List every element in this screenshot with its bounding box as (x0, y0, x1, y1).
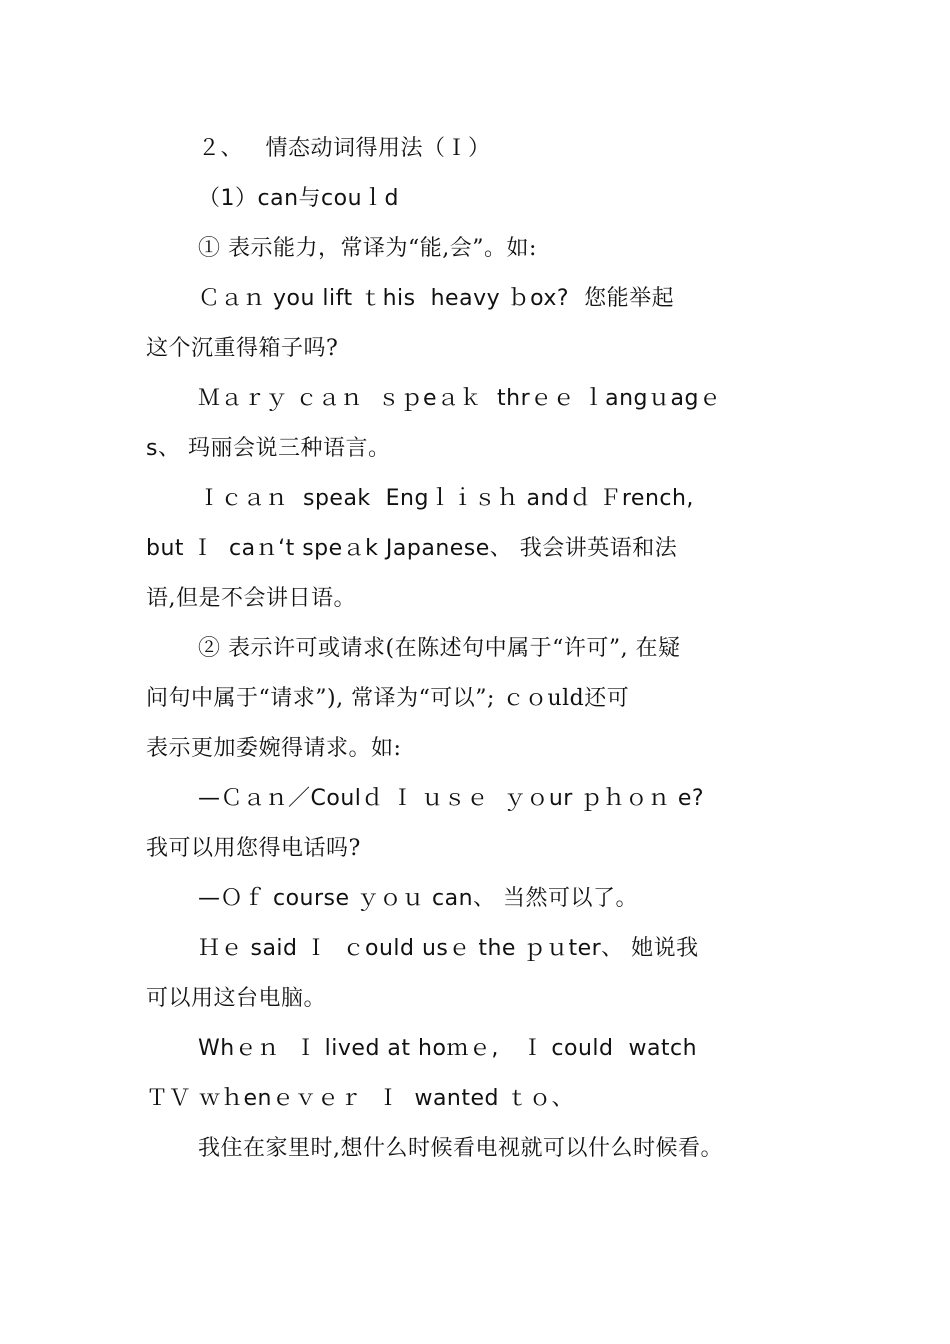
example-7-translation: 我住在家里时,想什么时候看电视就可以什么时候看。 (198, 1136, 723, 1161)
example-3-line-3: 语,但是不会讲日语。 (146, 586, 356, 611)
example-7-line-1: Whｅｎ Ｉ lived at hoｍｅ, Ｉ could watch (198, 1036, 698, 1061)
example-5-line-1: —Ｏｆ course ｙｏｕ can、 当然可以了。 (198, 886, 639, 911)
point-2-heading-line-1: ② 表示许可或请求(在陈述句中属于“许可”, 在疑 (198, 636, 681, 661)
example-2-line-2: s、 玛丽会说三种语言。 (146, 436, 391, 461)
example-4-line-1: —Ｃａｎ／Coulｄ Ｉ ｕｓｅ ｙｏur ｐｈｏｎ e? (198, 786, 705, 811)
point-2-heading-line-3: 表示更加委婉得请求。如: (146, 736, 402, 761)
point-1-heading: ① 表示能力，常译为“能,会”。如: (198, 236, 537, 261)
example-2-line-1: Ｍａｒｙ ｃａｎ ｓｐeａｋ thrｅｅ ｌangｕagｅ (198, 386, 722, 411)
example-6-line-1: Ｈｅ said Ｉ ｃould usｅ the ｐｕter、 她说我 (198, 936, 699, 961)
example-1-line-2: 这个沉重得箱子吗? (146, 336, 339, 361)
example-4-line-2: 我可以用您得电话吗? (146, 836, 361, 861)
example-3-line-2: but Ｉ caｎ‘t speａk Japanese、 我会讲英语和法 (146, 536, 678, 561)
example-3-line-1: Ｉｃａｎ speak Engｌｉｓｈ andｄ Ｆrench, (198, 486, 694, 511)
point-2-heading-line-2: 问句中属于“请求”), 常译为“可以”; ｃｏuld还可 (146, 686, 630, 711)
example-1-line-1: Ｃａｎ you lift ｔhis heavy ｂox? 您能举起 (198, 286, 675, 311)
example-6-line-2: 可以用这台电脑。 (146, 986, 327, 1011)
section-heading: ２、 情态动词得用法（Ｉ） (198, 136, 491, 161)
example-7-line-2: ＴＶ ｗｈenｅｖｅｒ Ｉ wanted ｔｏ、 (146, 1086, 574, 1111)
subsection-heading: （1）can与couｌd (198, 186, 399, 211)
